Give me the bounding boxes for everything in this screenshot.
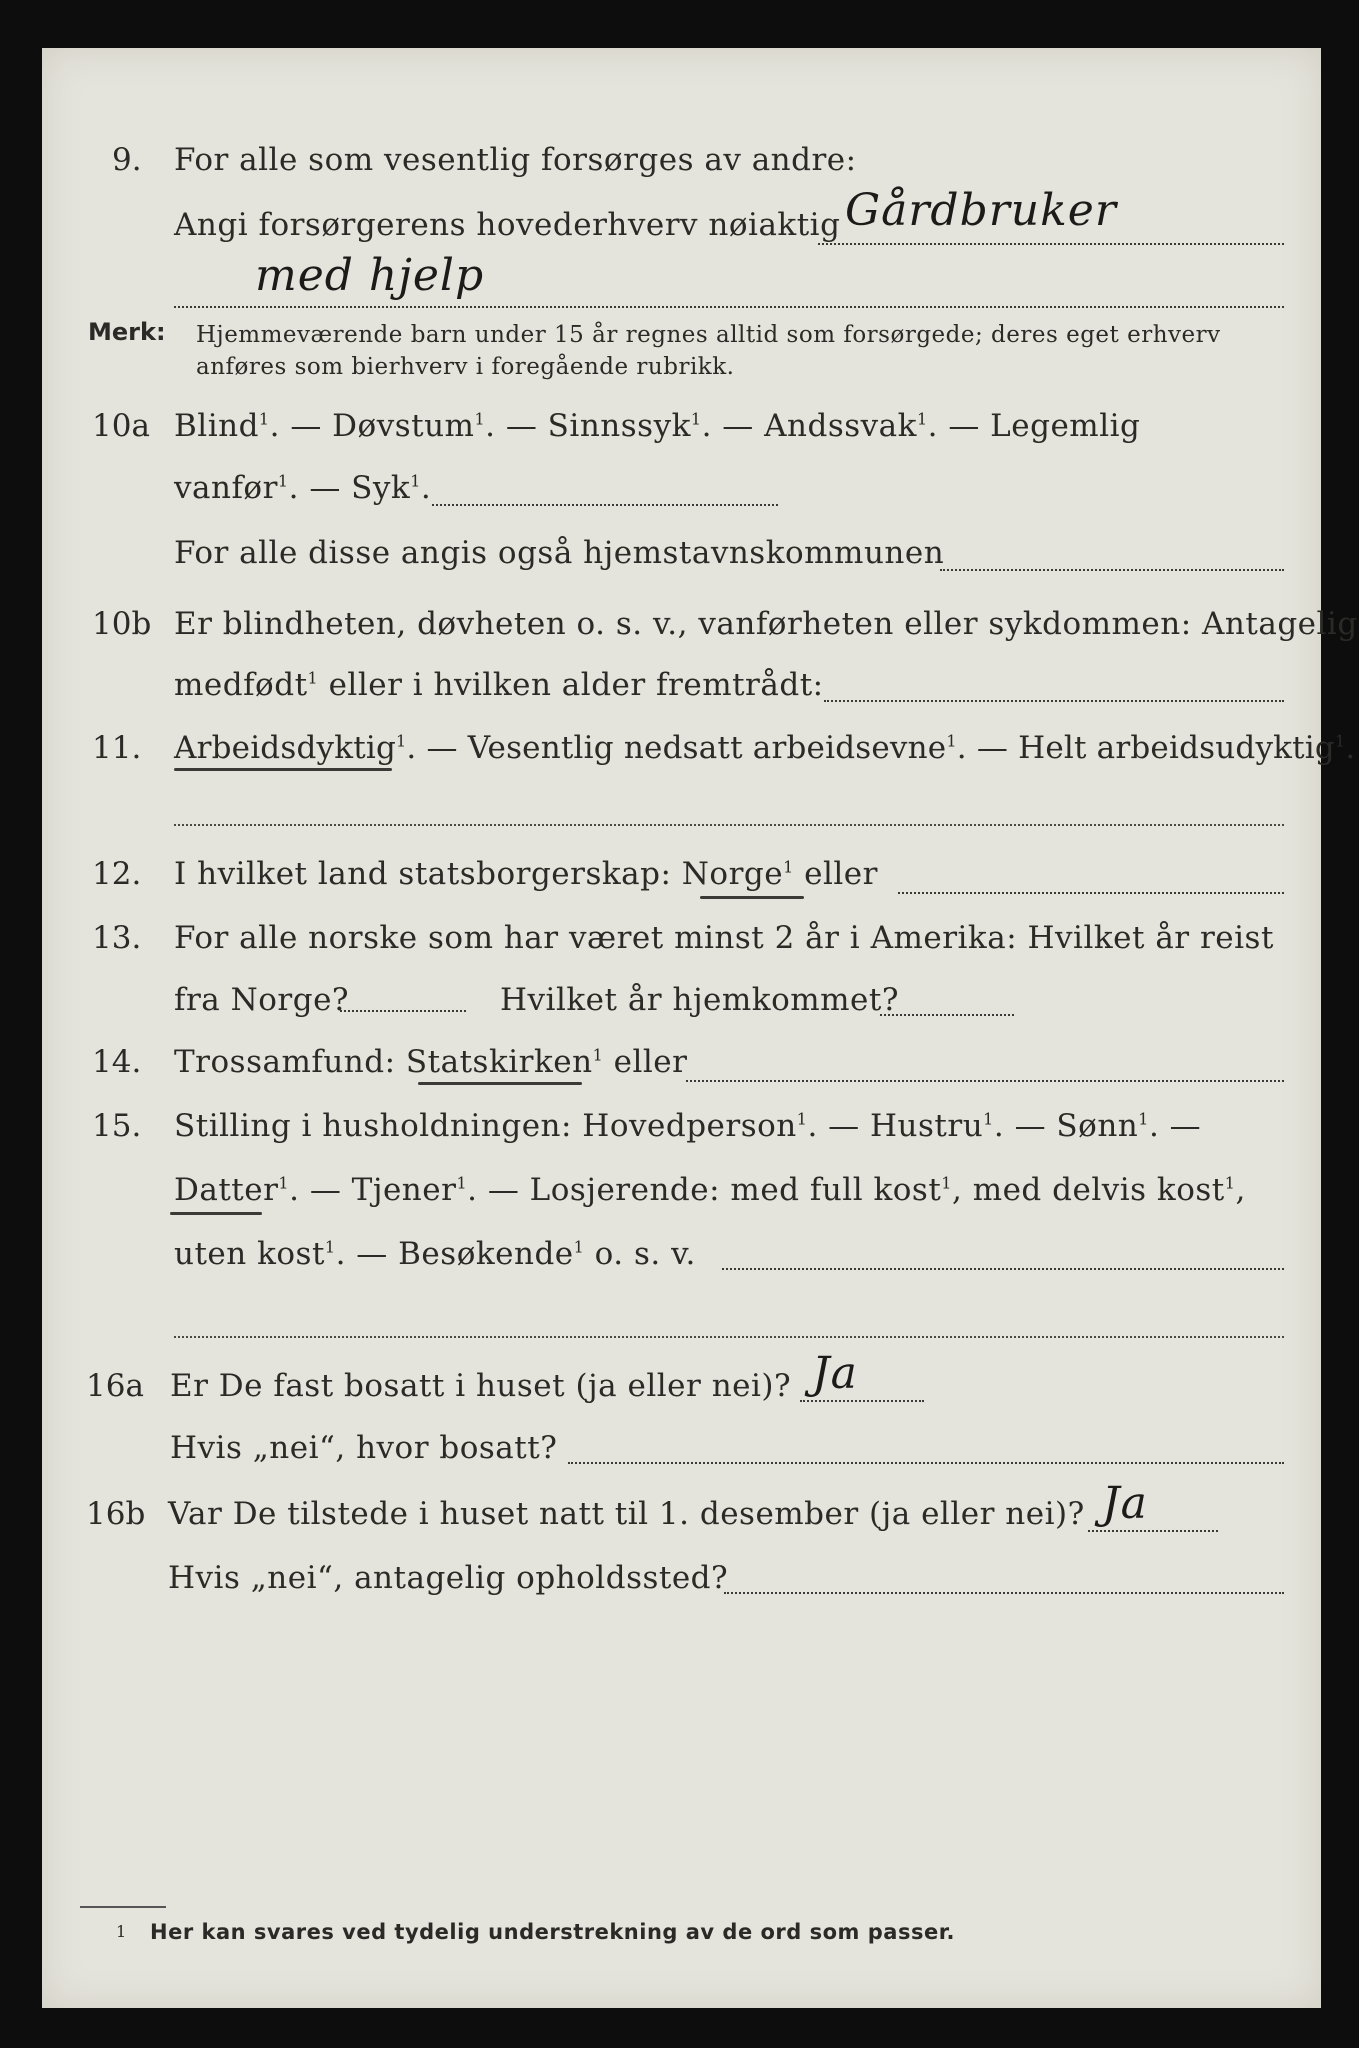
q16a-line-1: Er De fast bosatt i huset (ja eller nei)?: [170, 1368, 792, 1404]
footnote-mark: 1: [116, 1922, 127, 1941]
q9-answer-line-1: [818, 243, 1284, 245]
q9-line-2: Angi forsørgerens hovederhverv nøiaktig: [174, 207, 841, 243]
q16b-number: 16b: [86, 1496, 146, 1532]
q15-number: 15.: [92, 1108, 142, 1144]
q15-underline-datter: [170, 1212, 262, 1215]
q16b-line-1: Var De tilstede i huset natt til 1. desember (ja eller nei)?: [168, 1496, 1085, 1532]
q12-line-1: I hvilket land statsborgerskap: Norge$^1$ eller: [174, 856, 878, 892]
q16a-answer-line: [800, 1400, 924, 1402]
q13-answer-line-2: [880, 1014, 1014, 1016]
q10b-number: 10b: [92, 606, 152, 642]
merk-line-2: anføres som bierhverv i foregående rubrikk.: [196, 354, 735, 380]
q16a-handwritten-answer: Ja: [812, 1348, 858, 1399]
q14-number: 14.: [92, 1044, 142, 1080]
q11-underline-arbeidsdyktig: [174, 768, 392, 771]
q14-line-1: Trossamfund: Statskirken$^1$ eller: [174, 1044, 688, 1080]
q9-number: 9.: [112, 142, 142, 178]
merk-line-1: Hjemmeværende barn under 15 år regnes alltid som forsørgede; deres eget erhverv: [196, 322, 1221, 348]
q10a-answer-line-1: [432, 504, 778, 506]
q15-answer-line-2: [174, 1336, 1284, 1338]
q10b-line-2: medfødt$^1$ eller i hvilken alder fremtrådt:: [174, 667, 824, 703]
q15-line-1: Stilling i husholdningen: Hovedperson$^1$. — Hustru$^1$. — Sønn$^1$. —: [174, 1108, 1202, 1144]
q16b-answer-line: [1088, 1530, 1218, 1532]
q9-handwritten-detail: med hjelp: [255, 250, 485, 301]
q16a-line-2: Hvis „nei“, hvor bosatt?: [170, 1430, 558, 1466]
q16a-number: 16a: [86, 1368, 144, 1404]
q13-line-2a: fra Norge?: [174, 982, 350, 1018]
q13-line-2b: Hvilket år hjemkommet?: [500, 982, 899, 1018]
q14-answer-line: [686, 1080, 1284, 1082]
q16a-answer-line-2: [568, 1462, 1284, 1464]
q13-number: 13.: [92, 920, 142, 956]
q11-line-1: Arbeidsdyktig$^1$. — Vesentlig nedsatt arbeidsevne$^1$. — Helt arbeidsudyktig$^1$.: [174, 730, 1356, 766]
q16b-answer-line-2: [724, 1592, 1284, 1594]
q10a-line-2: vanfør$^1$. — Syk$^1$.: [174, 470, 432, 506]
q16b-handwritten-answer: Ja: [1102, 1478, 1148, 1529]
q10b-answer-line: [824, 700, 1284, 702]
q10a-answer-line-2: [940, 569, 1284, 571]
merk-label: Merk:: [88, 318, 166, 346]
q12-answer-line: [898, 892, 1284, 894]
q11-answer-line: [174, 824, 1284, 826]
q14-underline-statskirken: [418, 1082, 582, 1085]
footnote-text: Her kan svares ved tydelig understrekning av de ord som passer.: [150, 1920, 956, 1944]
q9-answer-line-2: [174, 306, 1284, 308]
q12-underline-norge: [700, 896, 804, 899]
q15-line-2: Datter$^1$. — Tjener$^1$. — Losjerende: med full kost$^1$, med delvis kost$^1$,: [174, 1172, 1246, 1208]
q16b-line-2: Hvis „nei“, antagelig opholdssted?: [168, 1560, 729, 1596]
q10a-line-1: Blind$^1$. — Døvstum$^1$. — Sinnssyk$^1$. — Andssvak$^1$. — Legemlig: [174, 408, 1141, 444]
q13-line-1: For alle norske som har været minst 2 år i Amerika: Hvilket år reist: [174, 920, 1274, 956]
q15-line-3: uten kost$^1$. — Besøkende$^1$ o. s. v.: [174, 1236, 696, 1272]
footnote-divider: [80, 1906, 166, 1908]
q10a-line-3: For alle disse angis også hjemstavnskommunen: [174, 535, 945, 571]
q10a-number: 10a: [92, 408, 150, 444]
q11-number: 11.: [92, 730, 142, 766]
q9-handwritten-occupation: Gårdbruker: [845, 185, 1117, 236]
q15-answer-line-1: [722, 1268, 1284, 1270]
q10b-line-1: Er blindheten, døvheten o. s. v., vanførheten eller sykdommen: Antagelig: [174, 606, 1358, 642]
q9-line-1: For alle som vesentlig forsørges av andre:: [174, 142, 857, 178]
q13-answer-line-1: [340, 1010, 466, 1012]
q12-number: 12.: [92, 856, 142, 892]
